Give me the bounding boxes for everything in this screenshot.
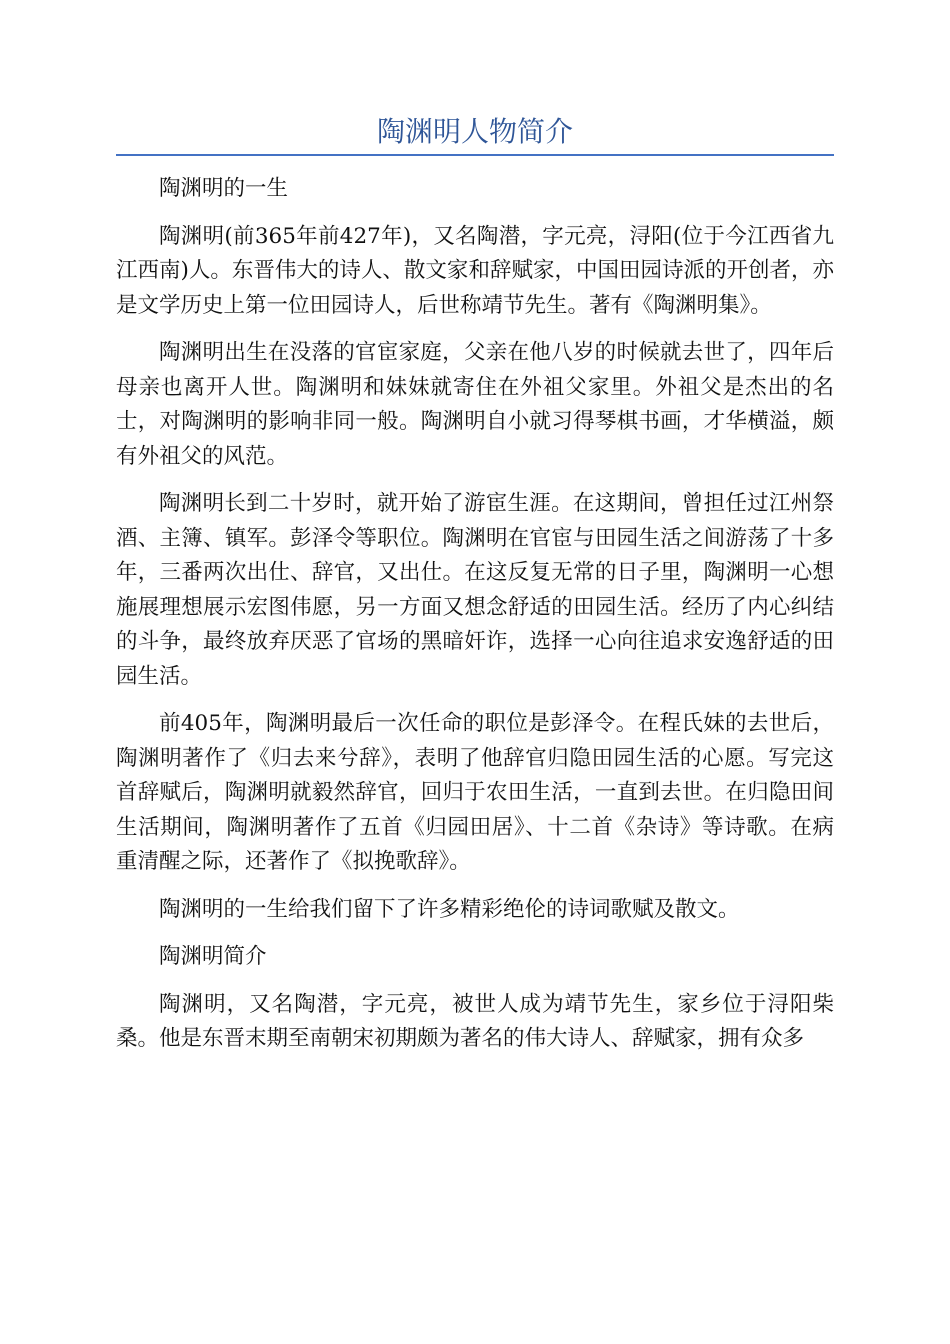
paragraph-bio: 陶渊明，又名陶潜，字元亮，被世人成为靖节先生，家乡位于浔阳柴桑。他是东晋末期至南朝宋初期颇为著名的伟大诗人、辞赋家，拥有众多 bbox=[116, 991, 834, 1051]
section-heading-life: 陶渊明的一生 bbox=[159, 176, 289, 201]
document-title: 陶渊明人物简介 bbox=[376, 115, 573, 148]
section-heading-bio: 陶渊明简介 bbox=[159, 944, 267, 969]
paragraph-intro: 陶渊明(前365年前427年)，又名陶潜，字元亮，浔阳(位于今江西省九江西南)人。东晋伟大的诗人、散文家和辞赋家，中国田园诗派的开创者，亦是文学历史上第一位田园诗人，后世称靖节先生。著有《陶渊明集》。 bbox=[116, 223, 834, 318]
paragraph-retirement: 前405年，陶渊明最后一次任命的职位是彭泽令。在程氏妹的去世后，陶渊明著作了《归去来兮辞》，表明了他辞官归隐田园生活的心愿。写完这首辞赋后，陶渊明就毅然辞官，回归于农田生活，一直到去世。在归隐田间生活期间，陶渊明著作了五首《归园田居》、十二首《杂诗》等诗歌。在病重清醒之际，还著作了《拟挽歌辞》。 bbox=[116, 711, 834, 874]
paragraph-career: 陶渊明长到二十岁时，就开始了游宦生涯。在这期间，曾担任过江州祭酒、主簿、镇军。彭泽令等职位。陶渊明在官宦与田园生活之间游荡了十多年，三番两次出仕、辞官，又出仕。在这反复无常的日子里，陶渊明一心想施展理想展示宏图伟愿，另一方面又想念舒适的田园生活。经历了内心纠结的斗争，最终放弃厌恶了官场的黑暗奸诈，选择一心向往追求安逸舒适的田园生活。 bbox=[116, 491, 834, 689]
document-body bbox=[116, 172, 834, 1070]
title-underline bbox=[116, 154, 834, 156]
paragraph-childhood: 陶渊明出生在没落的官宦家庭，父亲在他八岁的时候就去世了，四年后母亲也离开人世。陶渊明和妹妹就寄住在外祖父家里。外祖父是杰出的名士，对陶渊明的影响非同一般。陶渊明自小就习得琴棋书画，才华横溢，颇有外祖父的风范。 bbox=[116, 340, 834, 469]
paragraph-legacy: 陶渊明的一生给我们留下了许多精彩绝伦的诗词歌赋及散文。 bbox=[159, 896, 740, 922]
